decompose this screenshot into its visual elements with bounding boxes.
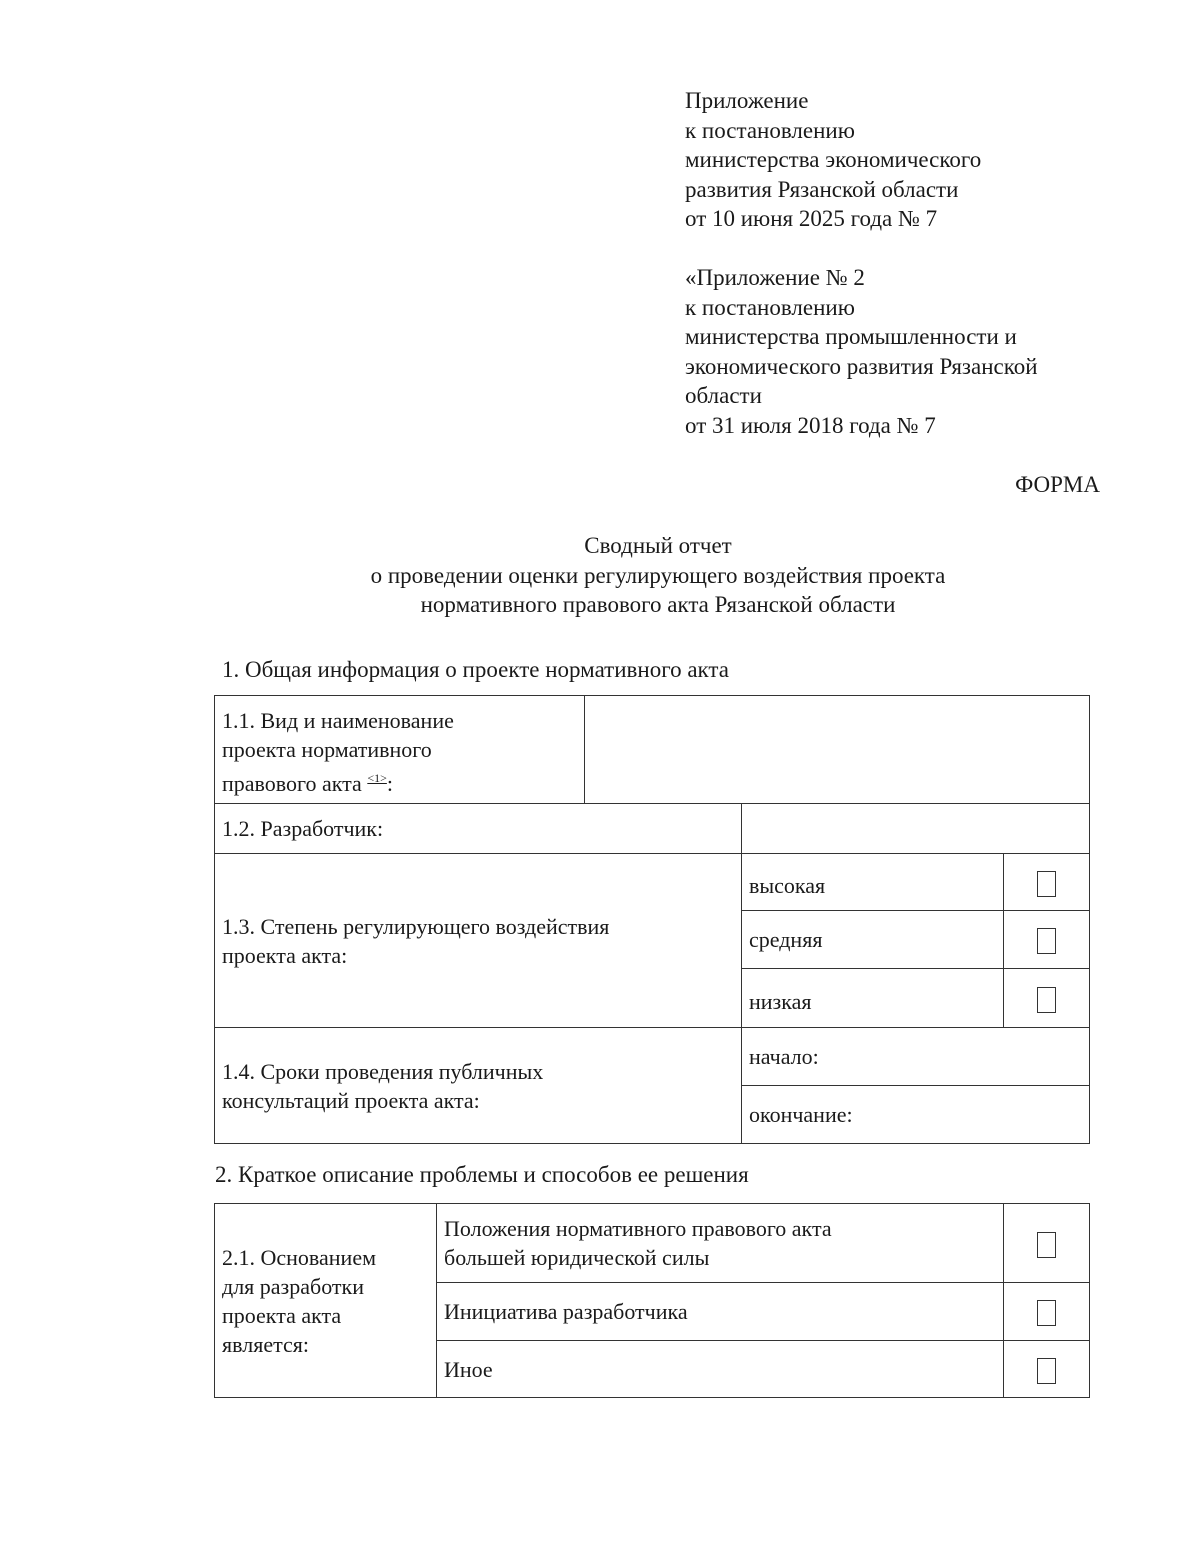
appendix-line: области — [685, 383, 762, 408]
appendix-line: к постановлению — [685, 117, 855, 143]
option-line: большей юридической силы — [444, 1245, 710, 1270]
row-1-1-label — [215, 696, 585, 804]
colon: : — [386, 771, 393, 796]
appendix-line: развития Рязанской области — [685, 176, 959, 202]
footnote-link[interactable]: <1> — [367, 771, 387, 785]
table-row — [215, 804, 1090, 854]
consultation-start-field[interactable] — [742, 1028, 1090, 1086]
developer-field[interactable] — [742, 804, 1090, 854]
option-low-checkbox-cell — [1004, 969, 1090, 1028]
table-row — [215, 1204, 1090, 1283]
basis-option-other: Иное — [437, 1341, 1004, 1398]
form-label: ФОРМА — [1015, 472, 1100, 497]
appendix-line: к постановлению — [685, 294, 855, 320]
appendix-header — [685, 86, 981, 234]
label-line: для разработки — [222, 1273, 364, 1299]
appendix-line: экономического развития Рязанской — [685, 353, 1038, 379]
basis-higher-act-checkbox-cell — [1004, 1204, 1090, 1283]
option-high-checkbox[interactable] — [1037, 871, 1056, 897]
option-high-checkbox-cell — [1004, 854, 1090, 911]
row-2-1-label — [215, 1204, 437, 1398]
option-high-label: высокая — [742, 854, 1004, 911]
option-low-checkbox[interactable] — [1037, 987, 1056, 1013]
label-line: 1.1. Вид и наименование — [222, 708, 454, 733]
basis-other-checkbox[interactable] — [1037, 1358, 1056, 1384]
option-medium-checkbox-cell — [1004, 911, 1090, 969]
section1-heading: 1. Общая информация о проекте нормативного акта — [222, 657, 729, 682]
appendix-line: министерства экономического — [685, 147, 982, 172]
appendix-line: Приложение — [685, 88, 809, 113]
appendix-line: от 31 июля 2018 года № 7 — [685, 412, 936, 438]
label-line: консультаций проекта акта: — [222, 1087, 480, 1113]
row-1-3-label — [215, 854, 742, 1028]
basis-option-initiative: Инициатива разработчика — [437, 1283, 1004, 1341]
label-line: проекта акта: — [222, 942, 348, 968]
title-line: Сводный отчет — [584, 533, 732, 558]
basis-option-higher-act — [437, 1204, 1004, 1283]
table-row-2-1 — [214, 1203, 1090, 1398]
option-low-label: низкая — [742, 969, 1004, 1028]
basis-other-checkbox-cell — [1004, 1341, 1090, 1398]
start-label: начало: — [749, 1044, 819, 1069]
option-medium-label: средняя — [742, 911, 1004, 969]
label-line: проекта акта — [222, 1302, 342, 1328]
table-rows-1-2-to-1-4 — [214, 803, 1090, 1144]
consultation-end-field[interactable] — [742, 1086, 1090, 1144]
label-line: 1.4. Сроки проведения публичных — [222, 1058, 544, 1084]
table-row — [215, 854, 1090, 911]
basis-initiative-checkbox[interactable] — [1037, 1300, 1056, 1326]
label-line: 1.3. Степень регулирующего воздействия — [222, 913, 610, 939]
section2-heading: 2. Краткое описание проблемы и способов ее решения — [215, 1162, 749, 1187]
label-text: правового акта — [222, 771, 362, 796]
appendix-line: «Приложение № 2 — [685, 265, 865, 290]
row-1-2-label: 1.2. Разработчик: — [215, 804, 742, 854]
label-line — [222, 764, 577, 798]
row-1-4-label — [215, 1028, 742, 1144]
title-line: о проведении оценки регулирующего воздействия проекта — [370, 562, 946, 588]
label-line: 2.1. Основанием — [222, 1244, 377, 1270]
table-row — [215, 1028, 1090, 1086]
table-row-1-1 — [214, 695, 1090, 804]
option-line: Положения нормативного правового акта — [444, 1216, 832, 1241]
appendix-line: министерства промышленности и — [685, 324, 1017, 349]
label-line: проекта нормативного — [222, 737, 432, 762]
label-line: является: — [222, 1331, 309, 1357]
row-1-1-value-field[interactable] — [585, 696, 1090, 804]
report-title — [0, 531, 1200, 620]
appendix-line: от 10 июня 2025 года № 7 — [685, 206, 938, 231]
basis-initiative-checkbox-cell — [1004, 1283, 1090, 1341]
end-label: окончание: — [749, 1102, 853, 1127]
title-line: нормативного правового акта Рязанской области — [420, 592, 896, 617]
appendix-original — [685, 263, 1038, 440]
basis-higher-act-checkbox[interactable] — [1037, 1232, 1056, 1258]
option-medium-checkbox[interactable] — [1037, 928, 1056, 954]
